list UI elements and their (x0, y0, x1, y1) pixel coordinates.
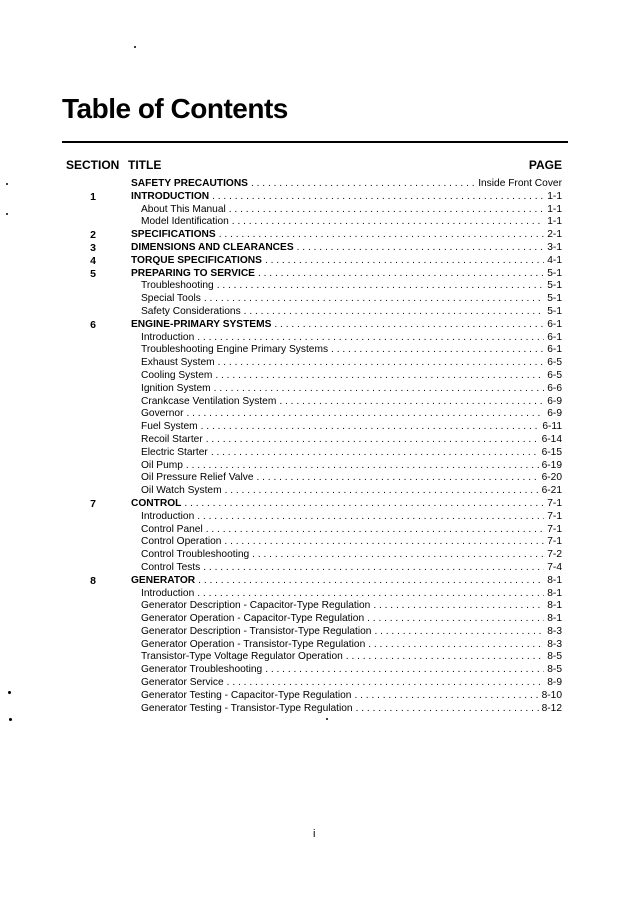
entry-title: SPECIFICATIONS (131, 229, 216, 241)
entry-line (141, 460, 562, 473)
toc-entry (0, 651, 638, 664)
toc-entry (0, 677, 638, 690)
entry-page: 6-14 (541, 433, 562, 445)
entry-title: GENERATOR (131, 574, 196, 586)
entry-line (131, 498, 562, 511)
dot-leader (197, 588, 544, 601)
title-column-header: TITLE (128, 158, 162, 172)
entry-title: Control Panel (141, 523, 203, 535)
section-number: 3 (90, 241, 96, 254)
toc-entry (0, 690, 638, 703)
entry-title: INTRODUCTION (131, 190, 210, 202)
entry-title: Generator Operation - Capacitor-Type Regulation (141, 613, 365, 625)
scan-speck (326, 718, 328, 720)
dot-leader (201, 421, 540, 434)
entry-line (141, 396, 562, 409)
entry-line (141, 613, 562, 626)
dot-leader (218, 357, 545, 370)
toc-entry (0, 485, 638, 498)
entry-page: 8-3 (547, 625, 562, 637)
entry-line (141, 344, 562, 357)
entry-page: 1-1 (547, 216, 562, 228)
entry-line (141, 332, 562, 345)
entry-page: 5-1 (547, 280, 562, 292)
entry-page: 8-1 (547, 587, 562, 599)
entry-line (141, 408, 562, 421)
entry-page: 7-1 (547, 497, 562, 509)
toc-entry (0, 370, 638, 383)
entry-line (141, 357, 562, 370)
entry-page: 5-1 (547, 305, 562, 317)
dot-leader (346, 651, 544, 664)
section-column-header: SECTION (66, 158, 120, 172)
dot-leader (212, 191, 544, 204)
dot-leader (184, 498, 544, 511)
dot-leader (197, 511, 544, 524)
entry-title: Governor (141, 408, 184, 420)
dot-leader (373, 600, 544, 613)
toc-entry (0, 524, 638, 537)
entry-page: 6-9 (547, 408, 562, 420)
toc-entry (0, 268, 638, 281)
entry-page: Inside Front Cover (478, 178, 562, 189)
entry-line (141, 204, 562, 217)
entry-title: Safety Considerations (141, 305, 241, 317)
entry-page: 8-10 (541, 689, 562, 701)
entry-page: 6-5 (547, 369, 562, 381)
entry-line (141, 600, 562, 613)
entry-title: Generator Troubleshooting (141, 664, 263, 676)
section-number: 7 (90, 497, 96, 510)
dot-leader (252, 549, 544, 562)
entry-title: Special Tools (141, 293, 201, 305)
toc-entry (0, 703, 638, 716)
entry-page: 7-1 (547, 523, 562, 535)
dot-leader (274, 319, 544, 332)
toc-entry (0, 549, 638, 562)
dot-leader (186, 460, 539, 473)
entry-title: SAFETY PRECAUTIONS (131, 178, 248, 189)
dot-leader (186, 408, 544, 421)
scan-speck (6, 213, 8, 215)
entry-page: 8-12 (541, 702, 562, 714)
section-number: 5 (90, 267, 96, 280)
entry-title: Crankcase Ventilation System (141, 395, 277, 407)
entry-page: 8-1 (547, 613, 562, 625)
entry-line (141, 664, 562, 677)
toc-entry (0, 626, 638, 639)
entry-line (131, 319, 562, 332)
toc-entry (0, 498, 638, 511)
dot-leader (374, 626, 544, 639)
entry-line (141, 703, 562, 716)
entry-line (141, 293, 562, 306)
entry-page: 6-9 (547, 395, 562, 407)
entry-line (141, 472, 562, 485)
dot-leader (204, 293, 544, 306)
dot-leader (368, 639, 544, 652)
entry-page: 8-5 (547, 664, 562, 676)
entry-page: 2-1 (547, 229, 562, 241)
entry-page: 8-5 (547, 651, 562, 663)
entry-page: 1-1 (547, 203, 562, 215)
entry-line (141, 562, 562, 575)
entry-page: 6-19 (541, 459, 562, 471)
title-rule (62, 141, 568, 143)
entry-title: Ignition System (141, 382, 211, 394)
entry-line (131, 242, 562, 255)
dot-leader (197, 332, 544, 345)
entry-line (141, 536, 562, 549)
toc-entry (0, 460, 638, 473)
toc-entry (0, 434, 638, 447)
entry-title: Fuel System (141, 421, 198, 433)
toc-entry (0, 536, 638, 549)
entry-page: 6-11 (542, 421, 562, 433)
toc-entry (0, 357, 638, 370)
entry-title: Recoil Starter (141, 433, 203, 445)
entry-line (141, 216, 562, 229)
entry-title: Control Troubleshooting (141, 549, 250, 561)
dot-leader (251, 178, 475, 191)
dot-leader (227, 677, 545, 690)
entry-line (131, 178, 562, 191)
entry-page: 6-1 (547, 331, 562, 343)
dot-leader (229, 204, 545, 217)
toc-entry (0, 562, 638, 575)
entry-title: Generator Service (141, 677, 224, 689)
entry-line (141, 306, 562, 319)
toc-entry (0, 408, 638, 421)
entry-title: Troubleshooting (141, 280, 214, 292)
entry-title: Introduction (141, 587, 195, 599)
dot-leader (214, 383, 545, 396)
dot-leader (279, 396, 544, 409)
scan-speck (9, 718, 12, 721)
entry-title: Oil Pressure Relief Valve (141, 472, 254, 484)
dot-leader (211, 447, 539, 460)
entry-page: 6-15 (541, 446, 562, 458)
toc-entry (0, 191, 638, 204)
entry-title: Electric Starter (141, 446, 208, 458)
toc-entry (0, 306, 638, 319)
scan-speck (134, 46, 136, 48)
entry-page: 6-20 (541, 472, 562, 484)
entry-line (141, 383, 562, 396)
toc-entry (0, 229, 638, 242)
entry-title: Generator Operation - Transistor-Type Regulation (141, 638, 366, 650)
entry-page: 5-1 (547, 293, 562, 305)
entry-title: Control Tests (141, 561, 201, 573)
dot-leader (244, 306, 545, 319)
entry-title: Generator Testing - Capacitor-Type Regulation (141, 689, 352, 701)
section-number: 8 (90, 574, 96, 587)
dot-leader (224, 536, 544, 549)
toc-entry (0, 280, 638, 293)
entry-page: 8-1 (547, 574, 562, 586)
section-number: 1 (90, 190, 96, 203)
entry-page: 4-1 (547, 254, 562, 266)
entry-line (141, 626, 562, 639)
page-title: Table of Contents (62, 93, 288, 124)
entry-title: Transistor-Type Voltage Regulator Operation (141, 651, 343, 663)
entry-page: 5-1 (547, 267, 562, 279)
entry-line (141, 690, 562, 703)
entry-line (141, 370, 562, 383)
dot-leader (256, 472, 538, 485)
entry-page: 7-1 (547, 510, 562, 522)
dot-leader (297, 242, 545, 255)
entry-title: Exhaust System (141, 357, 215, 369)
toc-entry (0, 588, 638, 601)
toc-entry (0, 511, 638, 524)
dot-leader (219, 229, 545, 242)
dot-leader (206, 434, 539, 447)
entry-line (131, 191, 562, 204)
toc-entry (0, 664, 638, 677)
entry-line (141, 421, 562, 434)
entry-title: DIMENSIONS AND CLEARANCES (131, 241, 294, 253)
entry-line (141, 549, 562, 562)
toc-entry (0, 332, 638, 345)
entry-page: 7-4 (547, 561, 562, 573)
entry-title: PREPARING TO SERVICE (131, 267, 255, 279)
toc-entry (0, 472, 638, 485)
dot-leader (265, 255, 544, 268)
entry-title: Generator Description - Capacitor-Type Regulation (141, 600, 371, 612)
page-number: i (313, 828, 316, 840)
entry-title: Generator Testing - Transistor-Type Regulation (141, 702, 353, 714)
toc-entry (0, 383, 638, 396)
entry-title: ENGINE-PRIMARY SYSTEMS (131, 318, 272, 330)
entry-page: 1-1 (547, 190, 562, 202)
entry-title: Introduction (141, 331, 195, 343)
entry-line (131, 229, 562, 242)
toc-entry (0, 178, 638, 191)
entry-line (141, 485, 562, 498)
entry-page: 6-1 (547, 344, 562, 356)
entry-line (141, 588, 562, 601)
entry-page: 7-2 (547, 549, 562, 561)
dot-leader (225, 485, 539, 498)
entry-line (141, 511, 562, 524)
entry-line (141, 524, 562, 537)
entry-page: 6-5 (547, 357, 562, 369)
toc-entry (0, 255, 638, 268)
toc-entry (0, 447, 638, 460)
entry-title: Oil Watch System (141, 485, 222, 497)
entry-title: Model Identification (141, 216, 229, 228)
toc-entry (0, 344, 638, 357)
entry-line (141, 639, 562, 652)
dot-leader (258, 268, 544, 281)
entry-line (141, 677, 562, 690)
entry-title: Oil Pump (141, 459, 183, 471)
toc-entry (0, 600, 638, 613)
toc-entry (0, 421, 638, 434)
dot-leader (203, 562, 544, 575)
entry-page: 6-1 (547, 318, 562, 330)
entry-title: About This Manual (141, 203, 226, 215)
entry-line (131, 268, 562, 281)
dot-leader (367, 613, 544, 626)
entry-title: CONTROL (131, 497, 182, 509)
dot-leader (331, 344, 544, 357)
entry-title: Troubleshooting Engine Primary Systems (141, 344, 329, 356)
toc-list (0, 178, 638, 715)
toc-entry (0, 575, 638, 588)
toc-entry (0, 319, 638, 332)
toc-entry (0, 242, 638, 255)
toc-entry (0, 216, 638, 229)
dot-leader (356, 703, 539, 716)
entry-title: Cooling System (141, 369, 213, 381)
dot-leader (206, 524, 545, 537)
entry-title: Introduction (141, 510, 195, 522)
entry-line (141, 447, 562, 460)
entry-title: Generator Description - Transistor-Type Regulation (141, 625, 372, 637)
toc-entry (0, 293, 638, 306)
page-column-header: PAGE (528, 158, 562, 172)
entry-page: 3-1 (547, 241, 562, 253)
entry-page: 7-1 (547, 536, 562, 548)
entry-page: 6-21 (541, 485, 562, 497)
entry-page: 8-3 (547, 638, 562, 650)
entry-page: 8-9 (547, 677, 562, 689)
toc-entry (0, 396, 638, 409)
toc-entry (0, 613, 638, 626)
scan-speck (6, 183, 8, 185)
toc-entry (0, 639, 638, 652)
dot-leader (215, 370, 544, 383)
entry-line (141, 434, 562, 447)
dot-leader (232, 216, 544, 229)
section-number: 4 (90, 254, 96, 267)
dot-leader (265, 664, 544, 677)
dot-leader (354, 690, 538, 703)
entry-line (131, 575, 562, 588)
dot-leader (217, 280, 545, 293)
entry-page: 6-6 (547, 382, 562, 394)
toc-entry (0, 204, 638, 217)
entry-title: TORQUE SPECIFICATIONS (131, 254, 262, 266)
entry-page: 8-1 (547, 600, 562, 612)
section-number: 6 (90, 318, 96, 331)
section-number: 2 (90, 229, 96, 242)
entry-title: Control Operation (141, 536, 222, 548)
entry-line (131, 255, 562, 268)
entry-line (141, 280, 562, 293)
scan-speck (8, 691, 11, 694)
entry-line (141, 651, 562, 664)
dot-leader (198, 575, 544, 588)
